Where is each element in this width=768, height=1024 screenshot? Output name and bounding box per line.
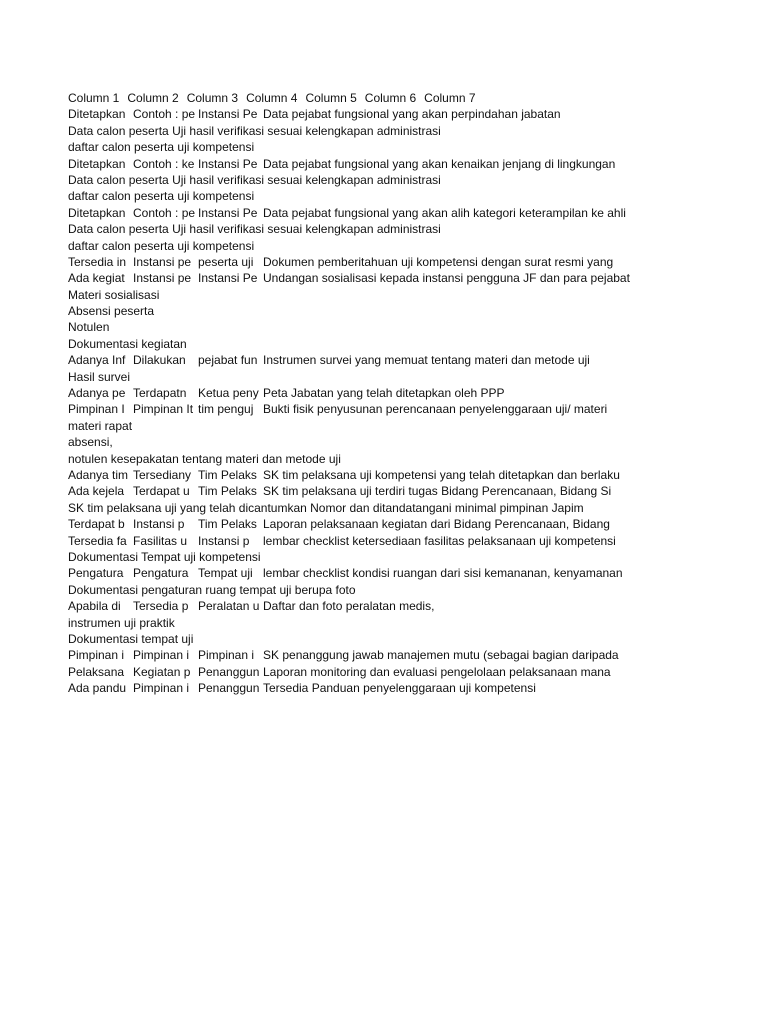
table-row — [68, 533, 654, 549]
table-cell[interactable]: Pengatura — [133, 566, 189, 581]
table-cell[interactable]: Instrumen survei yang memuat tentang materi dan metode uji — [263, 353, 590, 368]
table-cell[interactable]: tim penguj — [198, 402, 254, 417]
table-cell[interactable]: Undangan sosialisasi kepada instansi pengguna JF dan para pejabat — [263, 271, 630, 286]
table-cell[interactable]: Pelaksana — [68, 664, 125, 679]
table-row[interactable]: Notulen — [68, 320, 110, 335]
table-cell[interactable]: Laporan pelaksanaan kegiatan dari Bidang Perencanaan, Bidang — [263, 517, 610, 532]
table-cell[interactable]: lembar checklist kondisi ruangan dari sisi kemananan, kenyamanan — [263, 566, 623, 581]
table-row[interactable]: Data calon peserta Uji hasil verifikasi sesuai kelengkapan administrasi — [68, 172, 441, 187]
table-row — [68, 254, 654, 270]
table-cell[interactable]: Instansi pe — [133, 254, 192, 269]
table-cell[interactable]: Terdapatn — [133, 386, 187, 401]
table-row[interactable]: Dokumentasi tempat uji — [68, 631, 194, 646]
table-row[interactable]: Dokumentasi Tempat uji kompetensi — [68, 549, 261, 564]
table-cell[interactable]: Adanya tim — [68, 467, 129, 482]
column-header[interactable]: Column 3 — [186, 91, 239, 105]
table-cell[interactable]: Ditetapkan — [68, 107, 126, 122]
table-cell[interactable]: Apabila di — [68, 599, 121, 614]
table-row — [68, 664, 654, 680]
table-row — [68, 467, 654, 483]
table-cell[interactable]: Pimpinan i — [198, 648, 255, 663]
table-row[interactable]: materi rapat — [68, 418, 133, 433]
table-cell[interactable]: Dilakukan — [133, 353, 186, 368]
table-cell[interactable]: Ditetapkan — [68, 205, 126, 220]
table-cell[interactable]: SK tim pelaksana uji terdiri tugas Bidang Perencanaan, Bidang Si — [263, 484, 612, 499]
table-row — [68, 565, 654, 581]
table-row[interactable]: daftar calon peserta uji kompetensi — [68, 140, 255, 155]
table-row — [68, 156, 654, 172]
table-cell[interactable]: Tersedia p — [133, 599, 189, 614]
table-cell[interactable]: Adanya pe — [68, 386, 126, 401]
table-row[interactable]: Data calon peserta Uji hasil verifikasi sesuai kelengkapan administrasi — [68, 123, 441, 138]
table-cell[interactable]: Bukti fisik penyusunan perencanaan penyelenggaraan uji/ materi — [263, 402, 608, 417]
table-row[interactable]: Dokumentasi pengaturan ruang tempat uji berupa foto — [68, 582, 356, 597]
table-cell[interactable]: SK tim pelaksana uji kompetensi yang telah ditetapkan dan berlaku — [263, 467, 620, 482]
table-cell[interactable]: Peralatan u — [198, 599, 260, 614]
table-row — [68, 352, 654, 368]
table-cell[interactable]: Laporan monitoring dan evaluasi pengelolaan pelaksanaan mana — [263, 664, 611, 679]
table-cell[interactable]: peserta uji — [198, 254, 254, 269]
column-header[interactable]: Column 6 — [364, 91, 417, 105]
table-row[interactable]: absensi, — [68, 435, 113, 450]
table-cell[interactable]: Tersedia in — [68, 254, 127, 269]
table-cell[interactable]: Pimpinan i — [68, 648, 125, 663]
table-row[interactable]: Hasil survei — [68, 369, 131, 384]
table-row — [68, 401, 654, 417]
table-cell[interactable]: Tersediany — [133, 467, 192, 482]
table-cell[interactable]: Adanya Inf — [68, 353, 126, 368]
table-row[interactable]: Dokumentasi kegiatan — [68, 336, 187, 351]
table-cell[interactable]: SK penanggung jawab manajemen mutu (sebagai bagian daripada — [263, 648, 619, 663]
table-cell[interactable]: Instansi Pe — [198, 205, 258, 220]
table-cell[interactable]: Daftar dan foto peralatan medis, — [263, 599, 435, 614]
table-cell[interactable]: Data pejabat fungsional yang akan alih kategori keterampilan ke ahli — [263, 205, 626, 220]
table-cell[interactable]: Instansi pe — [133, 271, 192, 286]
table-row[interactable]: Absensi peserta — [68, 304, 155, 319]
table-cell[interactable]: Ada kegiat — [68, 271, 125, 286]
table-cell[interactable]: Ada pandu — [68, 681, 127, 696]
table-cell[interactable]: Contoh : ke — [133, 156, 195, 171]
table-row[interactable]: daftar calon peserta uji kompetensi — [68, 189, 255, 204]
table-row — [68, 647, 654, 663]
column-header[interactable]: Column 4 — [246, 91, 298, 105]
table-row[interactable]: Data calon peserta Uji hasil verifikasi sesuai kelengkapan administrasi — [68, 222, 441, 237]
table-cell[interactable]: Instansi p — [133, 517, 185, 532]
table-cell[interactable]: Instansi Pe — [198, 271, 258, 286]
table-cell[interactable]: Tim Pelaks — [198, 517, 257, 532]
spreadsheet — [68, 90, 654, 710]
table-row[interactable]: instrumen uji praktik — [68, 615, 175, 630]
table-row — [68, 270, 654, 286]
table-body — [68, 106, 654, 696]
table-cell[interactable]: Pimpinan I — [68, 402, 125, 417]
table-row — [68, 205, 654, 221]
table-cell[interactable]: Fasilitas u — [133, 533, 188, 548]
table-cell[interactable]: Peta Jabatan yang telah ditetapkan oleh PPP — [263, 386, 505, 401]
table-cell[interactable]: Ditetapkan — [68, 156, 126, 171]
table-cell[interactable]: Terdapat b — [68, 517, 125, 532]
table-cell[interactable]: Instansi Pe — [198, 156, 258, 171]
table-row — [68, 385, 654, 401]
table-cell[interactable]: Instansi p — [198, 533, 250, 548]
column-header[interactable]: Column 5 — [305, 91, 357, 105]
table-cell[interactable]: Pimpinan It — [133, 402, 194, 417]
column-header[interactable]: Column 7 — [424, 91, 476, 105]
table-cell[interactable]: Tersedia fa — [68, 533, 127, 548]
table-row[interactable]: Materi sosialisasi — [68, 287, 160, 302]
table-cell[interactable]: Terdapat u — [133, 484, 190, 499]
table-cell[interactable]: Contoh : pe — [133, 205, 196, 220]
table-cell[interactable]: Tempat uji — [198, 566, 253, 581]
column-header[interactable]: Column 2 — [127, 91, 179, 105]
table-row — [68, 483, 654, 499]
table-cell[interactable]: pejabat fun — [198, 353, 258, 368]
table-cell[interactable]: Tim Pelaks — [198, 467, 257, 482]
column-header[interactable]: Column 1 — [68, 91, 120, 105]
table-row[interactable]: notulen kesepakatan tentang materi dan metode uji — [68, 451, 341, 466]
table-row — [68, 598, 654, 614]
table-cell[interactable]: Penanggun — [198, 681, 260, 696]
table-row[interactable]: SK tim pelaksana uji yang telah dicantumkan Nomor dan ditandatangani minimal pimpinan Japim — [68, 500, 584, 515]
table-cell[interactable]: Data pejabat fungsional yang akan perpindahan jabatan — [263, 107, 561, 122]
table-row — [68, 106, 654, 122]
table-cell[interactable]: Pengatura — [68, 566, 124, 581]
table-cell[interactable]: Dokumen pemberitahuan uji kompetensi dengan surat resmi yang — [263, 254, 614, 269]
header-row — [68, 90, 654, 106]
table-row[interactable]: daftar calon peserta uji kompetensi — [68, 238, 255, 253]
table-row — [68, 516, 654, 532]
table-cell[interactable]: Data pejabat fungsional yang akan kenaikan jenjang di lingkungan — [263, 156, 616, 171]
table-cell[interactable]: Tim Pelaks — [198, 484, 257, 499]
table-cell[interactable]: Instansi Pe — [198, 107, 258, 122]
table-cell[interactable]: Contoh : pe — [133, 107, 196, 122]
table-cell[interactable]: Pimpinan i — [133, 681, 190, 696]
table-cell[interactable]: Ada kejela — [68, 484, 125, 499]
table-cell[interactable]: Kegiatan p — [133, 664, 191, 679]
table-cell[interactable]: Ketua peny — [198, 386, 259, 401]
table-row — [68, 680, 654, 696]
table-cell[interactable]: Pimpinan i — [133, 648, 190, 663]
table-cell[interactable]: Tersedia Panduan penyelenggaraan uji kompetensi — [263, 681, 536, 696]
table-cell[interactable]: Penanggun — [198, 664, 260, 679]
table-cell[interactable]: lembar checklist ketersediaan fasilitas pelaksanaan uji kompetensi — [263, 533, 616, 548]
